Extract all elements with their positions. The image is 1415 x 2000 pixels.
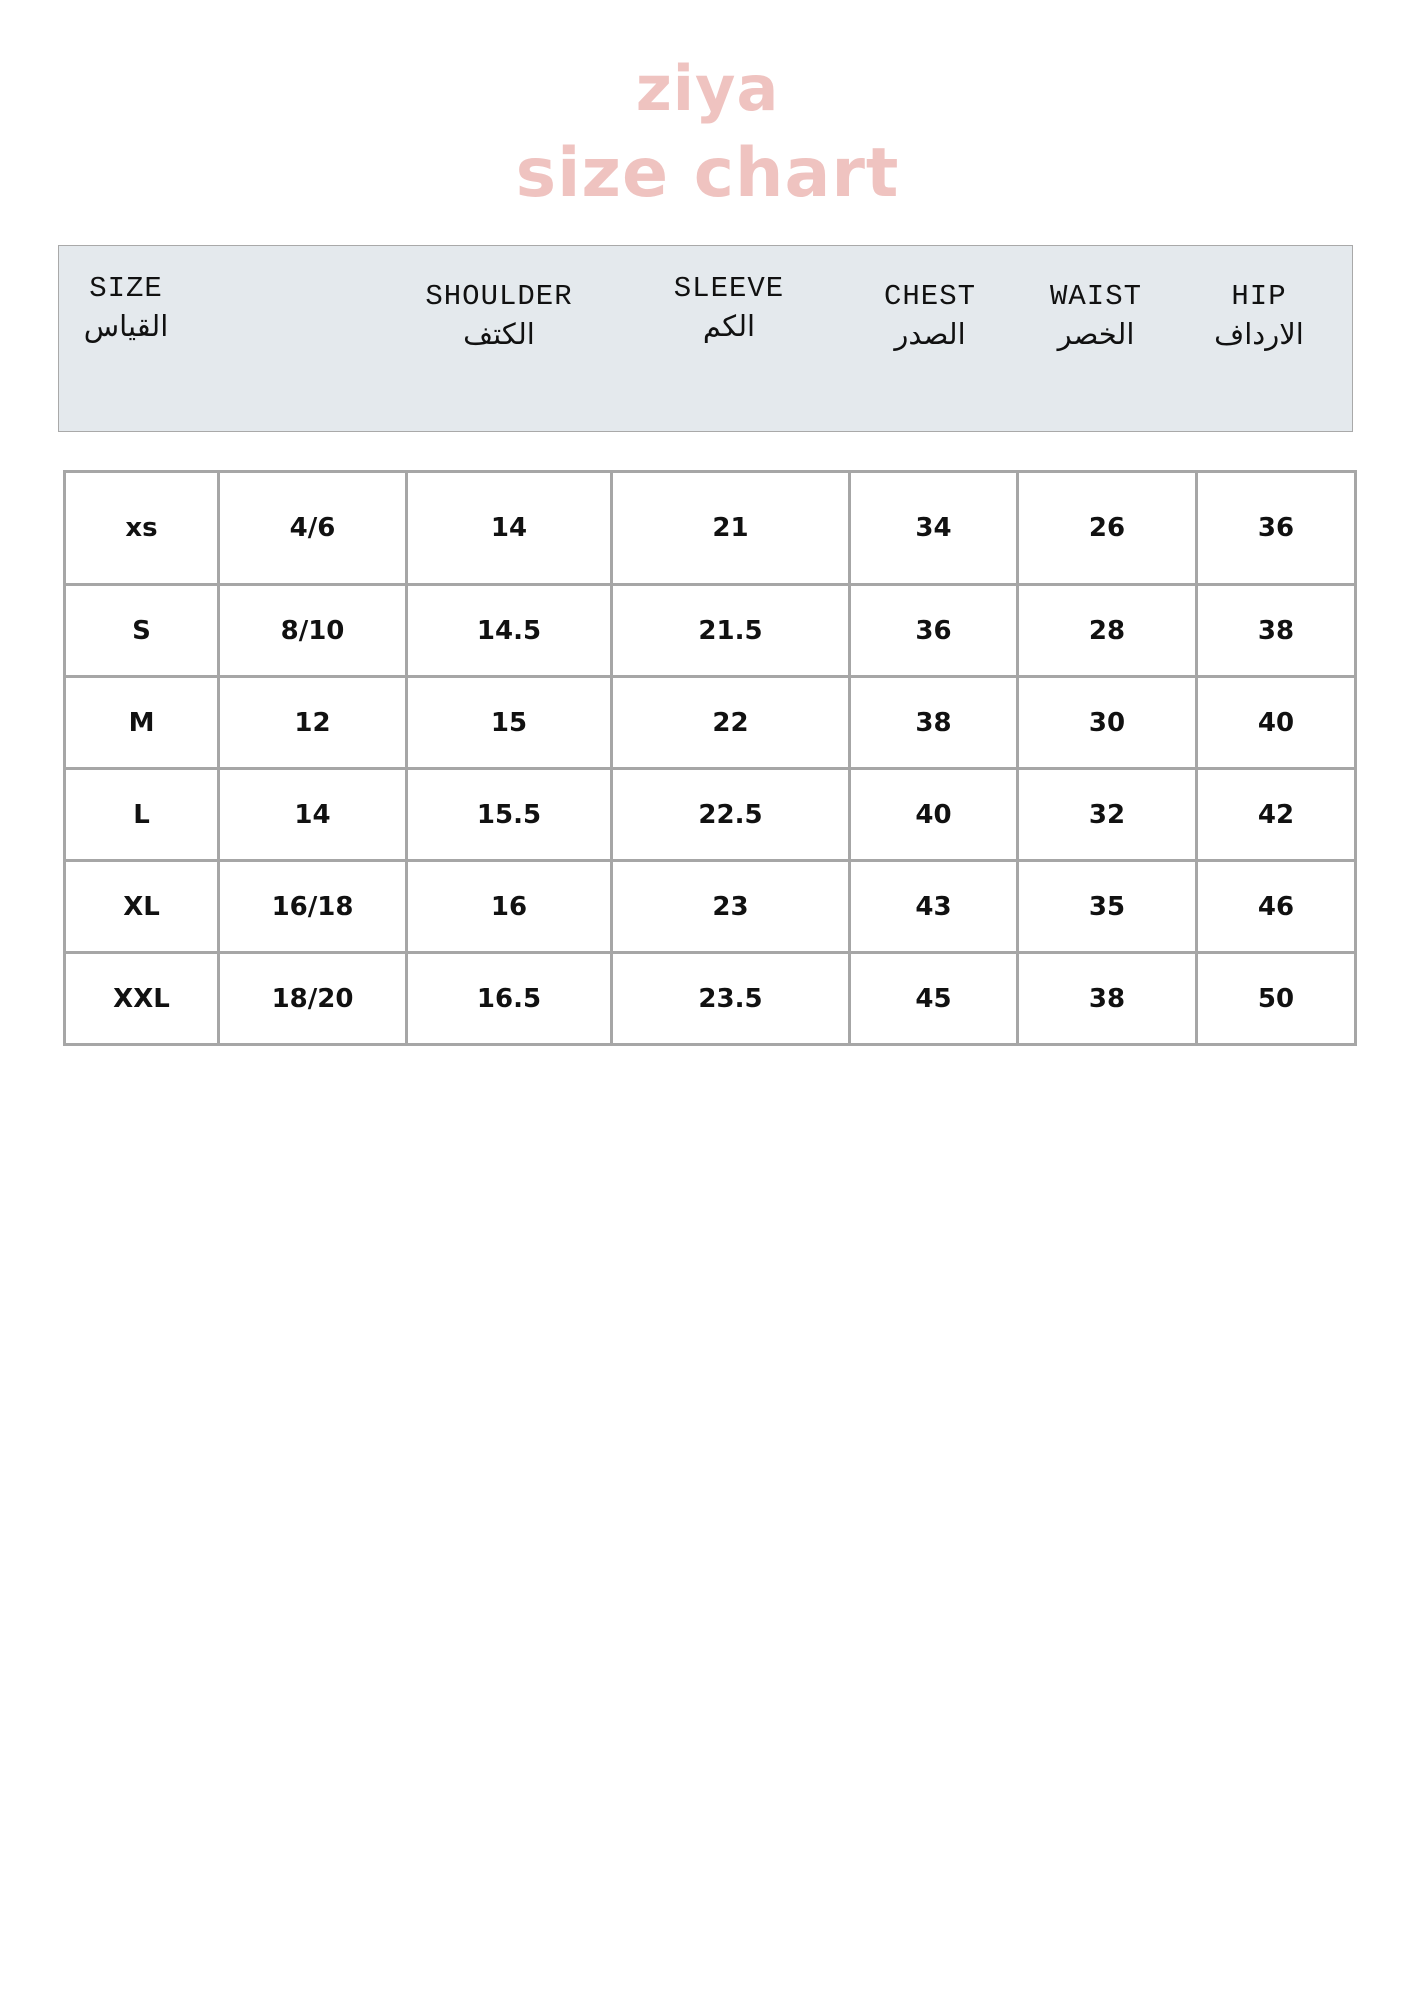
header-chest-ar: الصدر	[894, 317, 966, 351]
table-cell: 23	[612, 861, 850, 953]
header-waist	[1021, 280, 1171, 354]
header-waist-ar: الخصر	[1057, 317, 1135, 351]
header-sleeve-en: SLEEVE	[673, 272, 785, 305]
table-cell: 40	[850, 769, 1018, 861]
table-cell: xs	[65, 472, 219, 585]
table-cell: 38	[1197, 585, 1356, 677]
header-chest	[855, 280, 1005, 354]
page-title: size chart	[515, 134, 900, 213]
table-cell: 28	[1018, 585, 1197, 677]
table-cell: 40	[1197, 677, 1356, 769]
table-cell: S	[65, 585, 219, 677]
table-cell: 15	[407, 677, 612, 769]
header-chest-en: CHEST	[883, 280, 976, 313]
table-cell: 22	[612, 677, 850, 769]
table-row	[65, 585, 1356, 677]
header-shoulder	[399, 280, 599, 354]
table-cell: L	[65, 769, 219, 861]
table-cell: 12	[219, 677, 407, 769]
table-row	[65, 769, 1356, 861]
header-shoulder-en: SHOULDER	[425, 280, 573, 313]
header-size-ar: القياس	[83, 309, 169, 343]
header-waist-en: WAIST	[1049, 280, 1142, 313]
table-cell: 26	[1018, 472, 1197, 585]
table-cell: 30	[1018, 677, 1197, 769]
table-cell: 15.5	[407, 769, 612, 861]
table-cell: XL	[65, 861, 219, 953]
table-cell: 23.5	[612, 953, 850, 1045]
table-cell: 16	[407, 861, 612, 953]
header-hip-en: HIP	[1231, 280, 1287, 313]
table-cell: 34	[850, 472, 1018, 585]
header-sleeve-ar: الكم	[702, 309, 756, 343]
table-cell: M	[65, 677, 219, 769]
table-cell: 4/6	[219, 472, 407, 585]
header-hip-ar: الارداف	[1214, 317, 1304, 351]
table-cell: 21	[612, 472, 850, 585]
header-shoulder-ar: الكتف	[463, 317, 535, 351]
table-row	[65, 953, 1356, 1045]
table-cell: 18/20	[219, 953, 407, 1045]
table-cell: 50	[1197, 953, 1356, 1045]
header-size	[71, 272, 181, 346]
table-cell: 35	[1018, 861, 1197, 953]
table-cell: 46	[1197, 861, 1356, 953]
table-cell: 43	[850, 861, 1018, 953]
table-row	[65, 677, 1356, 769]
table-cell: 42	[1197, 769, 1356, 861]
table-cell: 38	[850, 677, 1018, 769]
table-cell: 32	[1018, 769, 1197, 861]
table-cell: 21.5	[612, 585, 850, 677]
table-cell: 14	[219, 769, 407, 861]
table-cell: 14.5	[407, 585, 612, 677]
table-cell: 14	[407, 472, 612, 585]
table-cell: 36	[1197, 472, 1356, 585]
table-cell: XXL	[65, 953, 219, 1045]
brand-name: ziya	[635, 52, 780, 125]
table-cell: 45	[850, 953, 1018, 1045]
table-row	[65, 861, 1356, 953]
table-cell: 16.5	[407, 953, 612, 1045]
header-panel	[58, 245, 1353, 432]
header-sleeve	[639, 272, 819, 346]
header-size-en: SIZE	[89, 272, 163, 305]
table-cell: 38	[1018, 953, 1197, 1045]
table-cell: 22.5	[612, 769, 850, 861]
table-row	[65, 472, 1356, 585]
table-cell: 8/10	[219, 585, 407, 677]
table-cell: 16/18	[219, 861, 407, 953]
header-hip	[1184, 280, 1334, 354]
table-cell: 36	[850, 585, 1018, 677]
size-table	[63, 470, 1357, 1046]
